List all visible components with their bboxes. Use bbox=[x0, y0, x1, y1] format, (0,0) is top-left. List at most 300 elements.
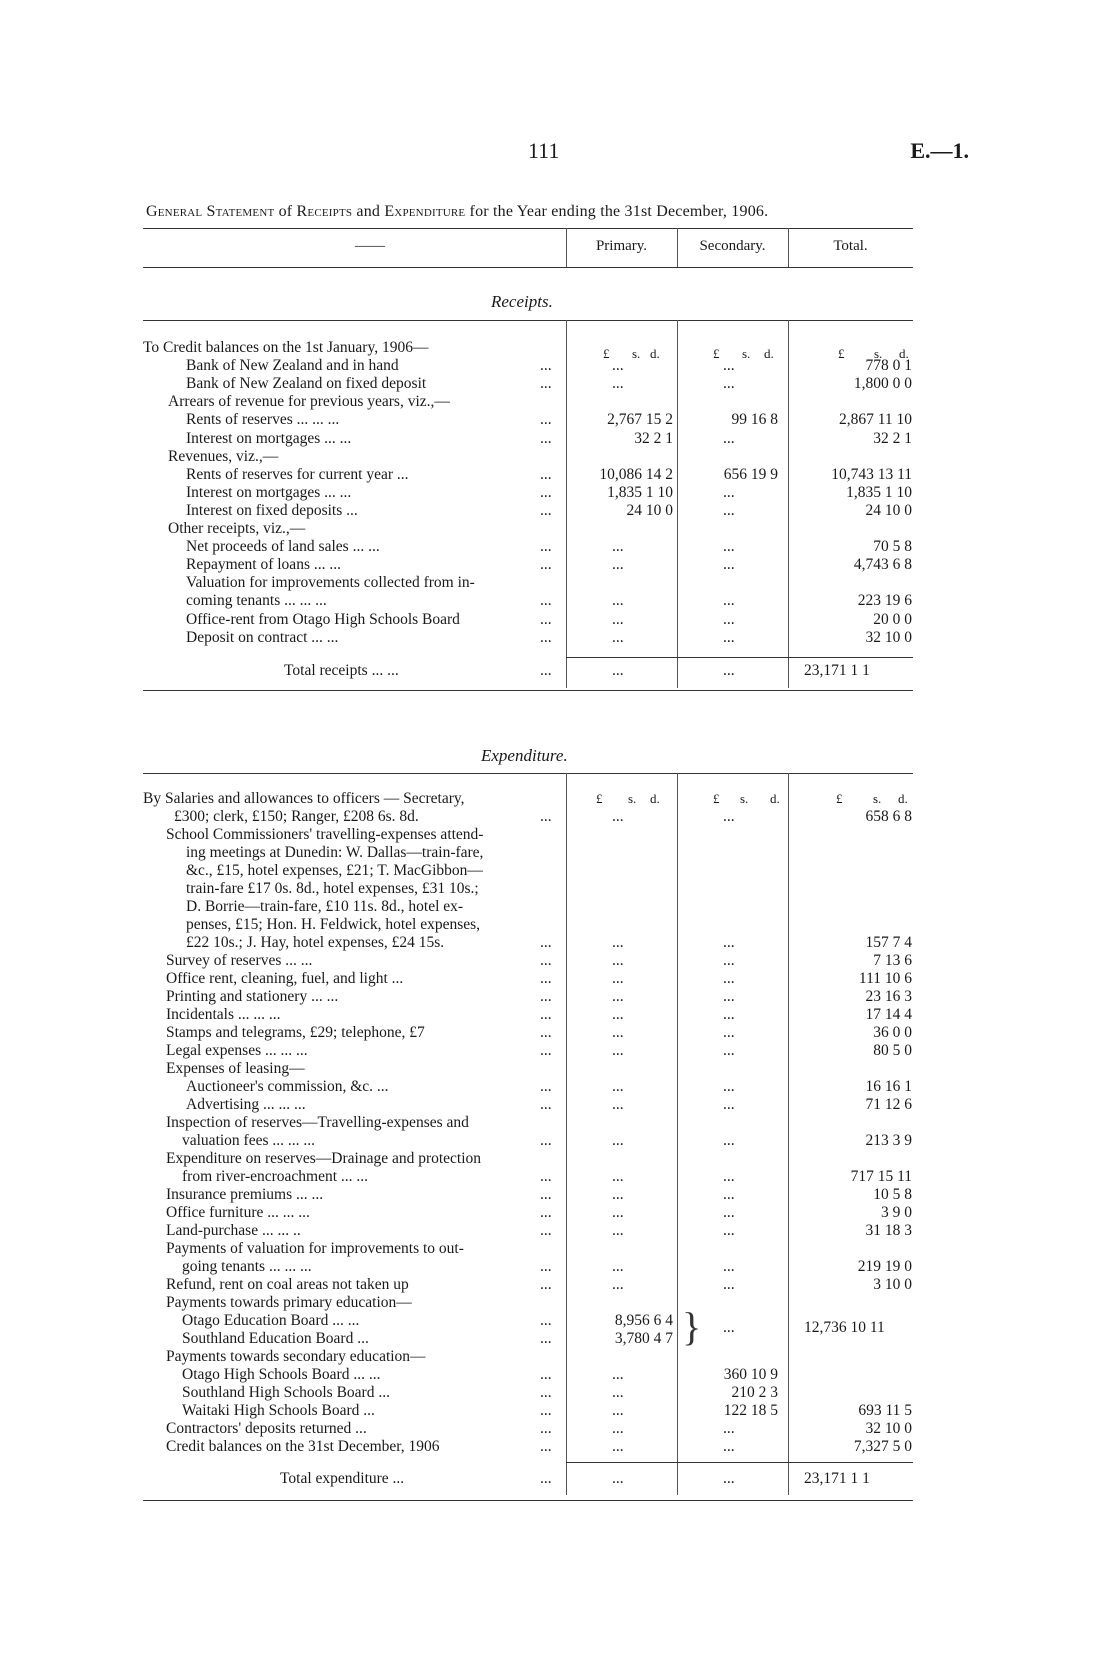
table-row bbox=[0, 574, 1114, 592]
row-label: Insurance premiums ... ... bbox=[166, 1186, 324, 1203]
primary-amount: ... bbox=[612, 1168, 624, 1185]
table-row bbox=[0, 880, 1114, 898]
rule bbox=[566, 1462, 913, 1463]
unit-label: d. bbox=[898, 791, 908, 806]
report-reference: E.—1. bbox=[910, 138, 969, 163]
unit-label: £ bbox=[596, 791, 603, 806]
unit-label: s. bbox=[874, 346, 883, 361]
secondary-amount: ... bbox=[723, 375, 735, 393]
total-amount: 717 15 11 bbox=[850, 1168, 912, 1185]
row-label: ing meetings at Dunedin: W. Dallas—train-fare, bbox=[186, 844, 484, 861]
secondary-amount: ... bbox=[723, 1042, 735, 1059]
table-row bbox=[0, 1114, 1114, 1132]
primary-amount: 10,086 14 2 bbox=[599, 465, 673, 483]
unit-label: £ bbox=[603, 346, 610, 361]
total-amount: 157 7 4 bbox=[865, 934, 912, 951]
table-row bbox=[0, 1006, 1114, 1024]
title-part: for the Year ending the 31st December, 1906. bbox=[465, 203, 769, 220]
secondary-amount: ... bbox=[723, 1222, 735, 1239]
row-label: Deposit on contract ... ... bbox=[186, 628, 339, 646]
dot-leader: ... bbox=[540, 501, 552, 519]
table-row bbox=[0, 484, 1114, 502]
unit-label: s. bbox=[628, 791, 637, 806]
row-label: train-fare £17 0s. 8d., hotel expenses, £31 10s.; bbox=[186, 880, 479, 897]
row-label: Otago High Schools Board ... ... bbox=[182, 1366, 381, 1383]
table-row bbox=[0, 826, 1114, 844]
table-row bbox=[0, 538, 1114, 556]
row-label: Arrears of revenue for previous years, viz.,— bbox=[168, 393, 450, 411]
primary-amount: ... bbox=[612, 1258, 624, 1275]
table-row bbox=[0, 1222, 1114, 1240]
table-row bbox=[0, 1168, 1114, 1186]
dot-leader: ... bbox=[540, 538, 552, 556]
primary-amount: ... bbox=[612, 1006, 624, 1023]
dot-leader: ... bbox=[540, 1222, 552, 1239]
unit-label: d. bbox=[899, 346, 909, 361]
primary-amount: ... bbox=[612, 1276, 624, 1293]
primary-amount: ... bbox=[612, 1222, 624, 1239]
dot-leader: ... bbox=[540, 628, 552, 646]
table-row bbox=[0, 339, 1114, 357]
row-label: Refund, rent on coal areas not taken up bbox=[166, 1276, 409, 1293]
row-label: Stamps and telegrams, £29; telephone, £7 bbox=[166, 1024, 425, 1041]
row-label: Interest on fixed deposits ... bbox=[186, 501, 358, 519]
primary-amount: ... bbox=[612, 970, 624, 987]
row-label: To Credit balances on the 1st January, 1906— bbox=[143, 339, 429, 356]
total-amount: 31 18 3 bbox=[865, 1222, 912, 1239]
total-amount: 70 5 8 bbox=[873, 538, 912, 556]
secondary-amount: ... bbox=[723, 556, 735, 574]
rule bbox=[566, 657, 913, 658]
dot-leader: ... bbox=[540, 1204, 552, 1221]
secondary-amount: ... bbox=[723, 1420, 735, 1437]
table-row bbox=[0, 393, 1114, 411]
row-label: Rents of reserves ... ... ... bbox=[186, 411, 340, 429]
table-row bbox=[0, 1348, 1114, 1366]
row-label: Land-purchase ... ... .. bbox=[166, 1222, 301, 1239]
table-row bbox=[0, 1204, 1114, 1222]
row-label: Expenditure on reserves—Drainage and protection bbox=[166, 1150, 482, 1167]
total-label: Total receipts ... ... bbox=[284, 662, 399, 679]
unit-label: d. bbox=[770, 791, 780, 806]
title-part: Expenditure bbox=[384, 203, 466, 220]
receipts-total-row bbox=[0, 662, 1114, 680]
dot-leader: ... bbox=[540, 610, 552, 628]
primary-amount: ... bbox=[612, 808, 624, 825]
table-row bbox=[0, 592, 1114, 610]
dot-leader: ... bbox=[540, 1330, 552, 1347]
row-label: Waitaki High Schools Board ... bbox=[182, 1402, 375, 1419]
table-row bbox=[0, 1132, 1114, 1150]
secondary-amount: ... bbox=[723, 1258, 735, 1275]
primary-amount: ... bbox=[612, 1402, 624, 1419]
total-amount: 3 10 0 bbox=[873, 1276, 912, 1293]
dot-leader: ... bbox=[540, 1024, 552, 1041]
rule bbox=[143, 320, 913, 321]
secondary-amount: ... bbox=[723, 1132, 735, 1149]
total-amount: 693 11 5 bbox=[858, 1402, 912, 1419]
row-label: Bank of New Zealand and in hand bbox=[186, 357, 399, 375]
brace-symbol: } bbox=[682, 1304, 702, 1349]
total-amount: 17 14 4 bbox=[865, 1006, 912, 1023]
table-row bbox=[0, 844, 1114, 862]
dot-leader: ... bbox=[540, 1186, 552, 1203]
row-label: Payments towards secondary education— bbox=[166, 1348, 426, 1365]
row-label: Southland Education Board ... bbox=[182, 1330, 369, 1347]
secondary-amount: ... bbox=[723, 808, 735, 825]
table-row bbox=[0, 1042, 1114, 1060]
dot-leader: ... bbox=[540, 934, 552, 951]
dot-leader: ... bbox=[540, 1402, 552, 1419]
row-label: Revenues, viz.,— bbox=[168, 447, 279, 465]
table-row bbox=[0, 502, 1114, 520]
primary-amount: 8,956 6 4 bbox=[614, 1312, 673, 1329]
unit-label: d. bbox=[764, 346, 774, 361]
table-row bbox=[0, 916, 1114, 934]
dot-leader: ... bbox=[540, 1312, 552, 1329]
dot-leader: ... bbox=[540, 1384, 552, 1401]
primary-amount: ... bbox=[612, 952, 624, 969]
row-label: Auctioneer's commission, &c. ... bbox=[186, 1078, 389, 1095]
table-row bbox=[0, 1096, 1114, 1114]
row-label: Printing and stationery ... ... bbox=[166, 988, 339, 1005]
table-row bbox=[0, 1420, 1114, 1438]
rule bbox=[143, 228, 913, 229]
table-row bbox=[0, 1276, 1114, 1294]
unit-label: s. bbox=[740, 791, 749, 806]
primary-amount: ... bbox=[612, 610, 624, 628]
table-row bbox=[0, 466, 1114, 484]
primary-amount: ... bbox=[612, 1132, 624, 1149]
table-row bbox=[0, 375, 1114, 393]
total-amount: 7 13 6 bbox=[873, 952, 912, 969]
dot-leader: ... bbox=[540, 988, 552, 1005]
secondary-amount: ... bbox=[723, 610, 735, 628]
table-row bbox=[0, 808, 1114, 826]
row-label: Net proceeds of land sales ... ... bbox=[186, 538, 380, 556]
dot-leader: ... bbox=[540, 1096, 552, 1113]
secondary-amount: ... bbox=[723, 429, 735, 447]
table-row bbox=[0, 1150, 1114, 1168]
primary-amount: ... bbox=[612, 1024, 624, 1041]
dot-leader: ... bbox=[540, 1420, 552, 1437]
primary-amount: 1,835 1 10 bbox=[607, 483, 673, 501]
dot-leader: ... bbox=[540, 1438, 552, 1455]
unit-label: £ bbox=[838, 346, 845, 361]
dot-leader: ... bbox=[540, 592, 552, 610]
row-label: Advertising ... ... ... bbox=[186, 1096, 306, 1113]
secondary-amount: ... bbox=[723, 1024, 735, 1041]
row-label: going tenants ... ... ... bbox=[182, 1258, 312, 1275]
dot-leader: ... bbox=[540, 1168, 552, 1185]
total-amount: 20 0 0 bbox=[873, 610, 912, 628]
secondary-amount: ... bbox=[723, 952, 735, 969]
secondary-amount: ... bbox=[723, 1096, 735, 1113]
secondary-amount: ... bbox=[723, 970, 735, 987]
primary-amount: ... bbox=[612, 357, 624, 375]
page-number: 111 bbox=[528, 138, 560, 163]
total-amount: 1,800 0 0 bbox=[853, 375, 912, 393]
total-amount: 3 9 0 bbox=[881, 1204, 912, 1221]
table-row bbox=[0, 898, 1114, 916]
table-row bbox=[0, 411, 1114, 429]
total-amount: 111 10 6 bbox=[858, 970, 912, 987]
primary-amount: ... bbox=[612, 1470, 624, 1487]
statement-title bbox=[146, 203, 768, 221]
dot-leader: ... bbox=[540, 1470, 552, 1487]
secondary-amount: ... bbox=[723, 1204, 735, 1221]
dot-leader: ... bbox=[540, 483, 552, 501]
secondary-amount: ... bbox=[723, 1276, 735, 1293]
row-label: Office-rent from Otago High Schools Board bbox=[186, 610, 460, 628]
row-label: Inspection of reserves—Travelling-expenses and bbox=[166, 1114, 469, 1131]
dot-leader: ... bbox=[540, 808, 552, 825]
dot-leader: ... bbox=[540, 1366, 552, 1383]
primary-amount: ... bbox=[612, 1438, 624, 1455]
total-amount: 32 2 1 bbox=[873, 429, 912, 447]
table-row bbox=[0, 934, 1114, 952]
total-amount: 80 5 0 bbox=[873, 1042, 912, 1059]
row-label: Survey of reserves ... ... bbox=[166, 952, 313, 969]
secondary-amount: 122 18 5 bbox=[723, 1402, 778, 1419]
secondary-amount: ... bbox=[723, 538, 735, 556]
dot-leader: ... bbox=[540, 1276, 552, 1293]
table-row bbox=[0, 862, 1114, 880]
unit-label: d. bbox=[650, 791, 660, 806]
total-amount: 658 6 8 bbox=[865, 808, 912, 825]
table-row bbox=[0, 1060, 1114, 1078]
row-label: Payments of valuation for improvements to out- bbox=[166, 1240, 464, 1257]
row-label: D. Borrie—train-fare, £10 11s. 8d., hotel ex- bbox=[186, 898, 464, 915]
title-part: Receipts bbox=[296, 203, 353, 220]
row-label: from river-encroachment ... ... bbox=[182, 1168, 369, 1185]
total-amount: 24 10 0 bbox=[865, 501, 912, 519]
secondary-amount: ... bbox=[723, 988, 735, 1005]
dot-leader: ... bbox=[540, 411, 552, 429]
table-row bbox=[0, 448, 1114, 466]
unit-label: £ bbox=[713, 791, 720, 806]
row-label: Office rent, cleaning, fuel, and light ... bbox=[166, 970, 404, 987]
total-amount: 1,835 1 10 bbox=[846, 483, 912, 501]
rule bbox=[143, 1500, 913, 1501]
dot-leader: ... bbox=[540, 357, 552, 375]
table-row bbox=[0, 1294, 1114, 1312]
table-row bbox=[0, 1366, 1114, 1384]
primary-amount: ... bbox=[612, 662, 624, 679]
total-amount: 71 12 6 bbox=[865, 1096, 912, 1113]
dot-leader: ... bbox=[540, 1006, 552, 1023]
row-label: Rents of reserves for current year ... bbox=[186, 465, 409, 483]
secondary-amount: 99 16 8 bbox=[731, 411, 778, 429]
expenditure-total-row bbox=[0, 1470, 1114, 1488]
primary-amount: ... bbox=[612, 1186, 624, 1203]
row-label: Legal expenses ... ... ... bbox=[166, 1042, 308, 1059]
total-amount: 36 0 0 bbox=[873, 1024, 912, 1041]
row-label: Interest on mortgages ... ... bbox=[186, 483, 352, 501]
primary-amount: ... bbox=[612, 934, 624, 951]
dot-leader: ... bbox=[540, 1078, 552, 1095]
rule bbox=[143, 267, 913, 268]
title-part: of bbox=[274, 203, 297, 220]
title-part: General Statement bbox=[146, 203, 275, 220]
table-row bbox=[0, 520, 1114, 538]
receipts-heading: Receipts. bbox=[491, 292, 553, 311]
dot-leader: ... bbox=[540, 970, 552, 987]
primary-amount: 3,780 4 7 bbox=[614, 1330, 673, 1347]
secondary-amount: 656 19 9 bbox=[723, 465, 778, 483]
dot-leader: ... bbox=[540, 662, 552, 679]
primary-amount: 2,767 15 2 bbox=[607, 411, 673, 429]
total-amount: 10,743 13 11 bbox=[831, 465, 912, 483]
secondary-amount: 210 2 3 bbox=[731, 1384, 778, 1401]
row-label: Payments towards primary education— bbox=[166, 1294, 412, 1311]
table-row bbox=[0, 1240, 1114, 1258]
table-row bbox=[0, 1312, 1114, 1330]
total-amount: 219 19 0 bbox=[857, 1258, 912, 1275]
primary-amount: ... bbox=[612, 1366, 624, 1383]
primary-amount: ... bbox=[612, 592, 624, 610]
primary-amount: ... bbox=[612, 1420, 624, 1437]
unit-label: s. bbox=[632, 346, 641, 361]
unit-label: d. bbox=[650, 346, 660, 361]
dot-leader: ... bbox=[540, 465, 552, 483]
row-label: Incidentals ... ... ... bbox=[166, 1006, 281, 1023]
row-label: By Salaries and allowances to officers — Secretary, bbox=[143, 790, 465, 807]
total-amount: 223 19 6 bbox=[857, 592, 912, 610]
total-amount: 213 3 9 bbox=[865, 1132, 912, 1149]
column-header-secondary: Secondary. bbox=[699, 238, 766, 254]
table-row bbox=[0, 1402, 1114, 1420]
row-label: Credit balances on the 31st December, 1906 bbox=[166, 1438, 440, 1455]
unit-label: £ bbox=[836, 791, 843, 806]
expenditure-heading: Expenditure. bbox=[481, 746, 568, 765]
column-header-blank: —— bbox=[355, 238, 385, 254]
secondary-amount: ... bbox=[723, 1078, 735, 1095]
table-row bbox=[0, 1024, 1114, 1042]
table-row bbox=[0, 988, 1114, 1006]
row-label: coming tenants ... ... ... bbox=[186, 592, 327, 610]
total-amount: 778 0 1 bbox=[865, 357, 912, 375]
row-label: Southland High Schools Board ... bbox=[182, 1384, 390, 1401]
dot-leader: ... bbox=[540, 952, 552, 969]
secondary-amount: ... bbox=[723, 628, 735, 646]
dot-leader: ... bbox=[540, 1042, 552, 1059]
table-row bbox=[0, 629, 1114, 647]
secondary-amount: ... bbox=[723, 357, 735, 375]
total-label: Total expenditure ... bbox=[280, 1470, 405, 1487]
secondary-amount: ... bbox=[723, 934, 735, 951]
secondary-amount: ... bbox=[723, 1168, 735, 1185]
row-label: Bank of New Zealand on fixed deposit bbox=[186, 375, 427, 393]
total-amount: 2,867 11 10 bbox=[838, 411, 912, 429]
primary-amount: ... bbox=[612, 1096, 624, 1113]
total-amount: 32 10 0 bbox=[865, 628, 912, 646]
secondary-amount: ... bbox=[723, 1319, 735, 1336]
row-label: valuation fees ... ... ... bbox=[182, 1132, 316, 1149]
total-amount: 4,743 6 8 bbox=[853, 556, 912, 574]
primary-amount: ... bbox=[612, 1042, 624, 1059]
row-label: Otago Education Board ... ... bbox=[182, 1312, 360, 1329]
dot-leader: ... bbox=[540, 429, 552, 447]
dot-leader: ... bbox=[540, 556, 552, 574]
secondary-amount: ... bbox=[723, 592, 735, 610]
row-label: Expenses of leasing— bbox=[166, 1060, 305, 1077]
row-label: Interest on mortgages ... ... bbox=[186, 429, 352, 447]
secondary-amount: ... bbox=[723, 1006, 735, 1023]
title-part: and bbox=[352, 203, 385, 220]
table-row bbox=[0, 430, 1114, 448]
primary-amount: ... bbox=[612, 375, 624, 393]
rule bbox=[143, 773, 913, 774]
primary-amount: ... bbox=[612, 1384, 624, 1401]
rule bbox=[143, 690, 913, 691]
total-amount: 10 5 8 bbox=[873, 1186, 912, 1203]
primary-amount: ... bbox=[612, 628, 624, 646]
table-row bbox=[0, 1186, 1114, 1204]
total-amount: 32 10 0 bbox=[865, 1420, 912, 1437]
dot-leader: ... bbox=[540, 1258, 552, 1275]
row-label: &c., £15, hotel expenses, £21; T. MacGibbon— bbox=[186, 862, 483, 879]
secondary-amount: ... bbox=[723, 662, 735, 679]
table-row bbox=[0, 1258, 1114, 1276]
dot-leader: ... bbox=[540, 375, 552, 393]
table-row bbox=[0, 970, 1114, 988]
table-row bbox=[0, 1330, 1114, 1348]
row-label: Valuation for improvements collected from in- bbox=[186, 574, 475, 592]
dot-leader: ... bbox=[540, 1132, 552, 1149]
unit-label: s. bbox=[742, 346, 751, 361]
column-header-total: Total. bbox=[833, 238, 868, 254]
row-label: Contractors' deposits returned ... bbox=[166, 1420, 367, 1437]
table-row bbox=[0, 556, 1114, 574]
table-row bbox=[0, 1384, 1114, 1402]
table-row bbox=[0, 952, 1114, 970]
primary-amount: 32 2 1 bbox=[634, 429, 673, 447]
row-label: £300; clerk, £150; Ranger, £208 6s. 8d. bbox=[174, 808, 419, 825]
primary-amount: ... bbox=[612, 1078, 624, 1095]
row-label: Office furniture ... ... ... bbox=[166, 1204, 310, 1221]
secondary-amount: ... bbox=[723, 501, 735, 519]
table-row bbox=[0, 1078, 1114, 1096]
total-amount: 16 16 1 bbox=[865, 1078, 912, 1095]
row-label: £22 10s.; J. Hay, hotel expenses, £24 15s. bbox=[186, 934, 445, 951]
table-row bbox=[0, 790, 1114, 808]
total-amount: 23,171 1 1 bbox=[804, 1470, 870, 1487]
table-row bbox=[0, 611, 1114, 629]
row-label: School Commissioners' travelling-expenses attend- bbox=[166, 826, 484, 843]
total-amount: 23 16 3 bbox=[865, 988, 912, 1005]
primary-amount: ... bbox=[612, 556, 624, 574]
primary-amount: ... bbox=[612, 1204, 624, 1221]
row-label: Repayment of loans ... ... bbox=[186, 556, 341, 574]
secondary-amount: 360 10 9 bbox=[723, 1366, 778, 1383]
total-amount: 23,171 1 1 bbox=[804, 662, 870, 679]
primary-amount: ... bbox=[612, 538, 624, 556]
table-row bbox=[0, 1438, 1114, 1456]
table-row bbox=[0, 357, 1114, 375]
total-amount: 12,736 10 11 bbox=[804, 1319, 885, 1336]
column-header-primary: Primary. bbox=[595, 238, 648, 254]
unit-label: s. bbox=[873, 791, 882, 806]
secondary-amount: ... bbox=[723, 483, 735, 501]
secondary-amount: ... bbox=[723, 1186, 735, 1203]
row-label: penses, £15; Hon. H. Feldwick, hotel expenses, bbox=[186, 916, 481, 933]
primary-amount: 24 10 0 bbox=[626, 501, 673, 519]
row-label: Other receipts, viz.,— bbox=[168, 520, 306, 537]
total-amount: 7,327 5 0 bbox=[853, 1438, 912, 1455]
unit-label: £ bbox=[713, 346, 720, 361]
secondary-amount: ... bbox=[723, 1438, 735, 1455]
